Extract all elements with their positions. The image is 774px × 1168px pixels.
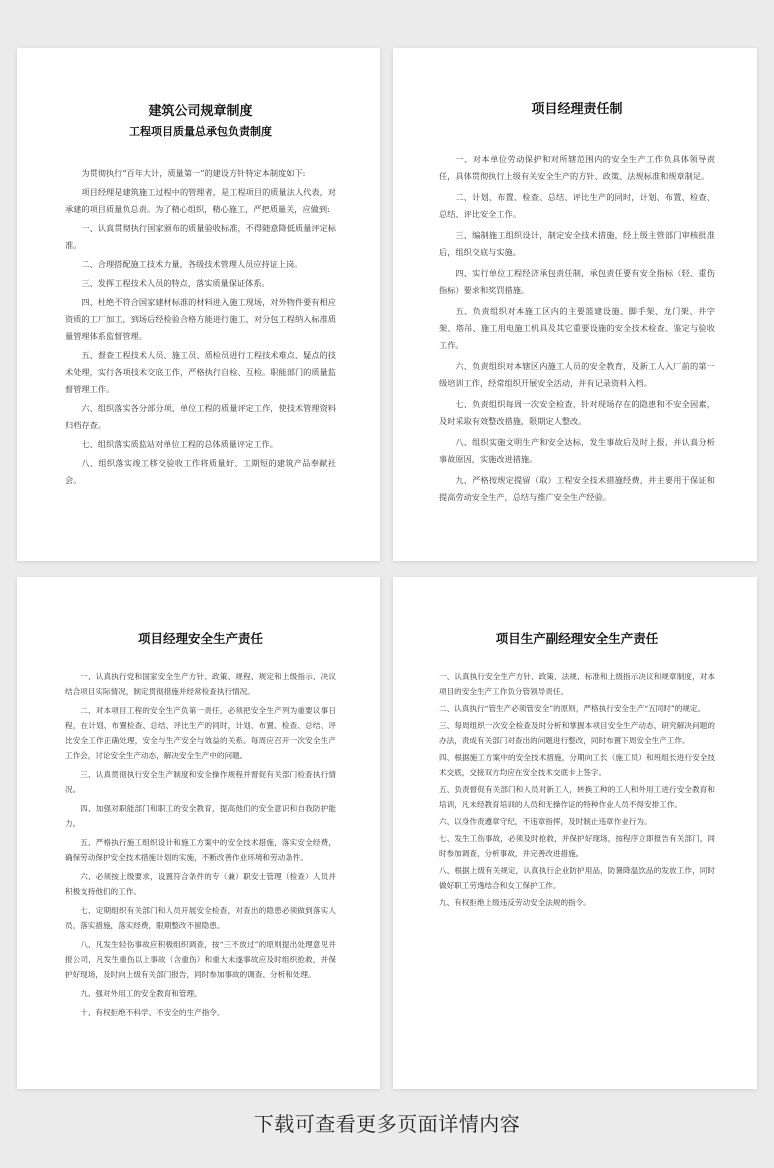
paragraph: 三、编制施工组织设计，制定安全技术措施，经上级主管部门审核批准后，组织交底与实施。 [439, 230, 715, 257]
page-title: 项目经理安全生产责任 [137, 631, 263, 646]
page-title: 项目经理责任制 [531, 102, 623, 117]
paragraph: 五、负责组织对本施工区内的主要篮建设施、脚手架、龙门架、井字架、塔吊、施工用电施工机具及其它重要设施的安全技术检查、鉴定与验收工作。 [439, 306, 715, 350]
paragraph: 五、督查工程技术人员、施工员、质检员进行工程技术难点、疑点的技术处理，实行各项技术交底工作，严格执行自检、互检。职能部门的质量监督管理工作。 [65, 350, 336, 394]
paragraph: 七、负责组织每周一次安全检查，针对现场存在的隐患和不安全因素，及时采取有效整改措施，限期定人整改。 [439, 399, 715, 426]
paragraph: 为贯彻执行“百年大计，质量第一”的建设方针特定本制度如下: [81, 168, 306, 178]
paragraph: 二、合理搭配施工技术力量，各级技术管理人员应持证上岗。 [81, 259, 303, 269]
document-page-1 [17, 48, 380, 561]
paragraph: 一、认真执行安全生产方针、政策、法规、标准和上级指示决议和规章制度，对本项目的安全生产工作负分管领导责任。 [439, 672, 715, 696]
paragraph: 四、杜绝不符合国家建材标准的材料进入施工现场，对外物件要有相应资质的工厂加工，到场后经检验合格方能进行施工，对分包工程纳入标准质量管理体系监督管理。 [65, 297, 336, 341]
paragraph: 八、组织落实竣工移交验收工作将质量好、工期短的建筑产品奉献社会。 [65, 458, 336, 485]
paragraph: 八、凡发生轻伤事故应积极组织调查，按“三不放过”的原则提出处理意见并报公司，凡发生重伤以上事故（含重伤）和重大未遂事故应及时组织抢救，并保护好现场，及时向上级有关部门报告，同时参加事故的调查、分析和处理。 [65, 940, 336, 979]
paragraph: 四、根据施工方案中的安全技术措施，分期向工长（施工员）和班组长进行安全技术交底，交接双方均应在安全技术交底卡上签字。 [439, 753, 715, 777]
paragraph: 四、加强对职能部门和职工的安全教育，提高他们的安全意识和自我防护能力。 [65, 804, 336, 828]
paragraph: 五、严格执行施工组织设计和施工方案中的安全技术措施，落实安全经费，确保劳动保护安全技术措施计划的实施，不断改善作业环境和劳动条件。 [65, 838, 336, 862]
paragraph: 六、组织落实各分部分项、单位工程的质量评定工作，使技术管理资料归档存查。 [65, 403, 336, 430]
paragraph: 十、有权拒绝不科学、不安全的生产指令。 [80, 1008, 225, 1017]
paragraph: 三、每周组织一次安全检查及时分析和掌握本项目安全生产动态，研究解决问题的办法，责成有关部门对查出的问题进行整改，同时布置下周安全生产工作。 [439, 721, 715, 745]
paragraph: 二、计划、布置、检查、总结、评比生产的同时，计划、布置、检查、总结、评比安全工作。 [439, 192, 715, 219]
paragraph: 二、认真执行“管生产必须管安全”的原则，严格执行安全生产“五同时”的规定。 [439, 704, 706, 713]
paragraph: 三、认真贯彻执行安全生产制度和安全操作规程并督促有关部门检查执行情况。 [65, 770, 336, 794]
document-page-2 [393, 48, 757, 561]
paragraph: 一、认真执行党和国家安全生产方针、政策、规程、规定和上级指示、决议结合项目实际情况，制定贯彻措施并经常检查执行情况。 [65, 672, 336, 696]
page-subtitle: 工程项目质量总承包负责制度 [129, 125, 272, 138]
paragraph: 七、定期组织有关部门和人员开展安全检查，对查出的隐患必须做到落实人员，落实措施，落实经费，限期整改不留隐患。 [65, 906, 336, 930]
download-more-pages-link[interactable]: 下载可查看更多页面详情内容 [253, 1112, 521, 1136]
paragraph: 六、负责组织对本辖区内施工人员的安全教育，及新工人入厂前的第一级培训工作，经常组织开展安全活动，并有记录资料入档。 [439, 361, 715, 388]
page-title: 项目生产副经理安全生产责任 [495, 631, 659, 646]
document-page-3 [17, 577, 380, 1089]
paragraph: 四、实行单位工程经济承包责任制，承包责任要有安全指标（轻、重伤指标）要求和奖罚措施。 [439, 268, 715, 295]
paragraph: 九、严格按规定提留（取）工程安全技术措施经费，并主要用于保证和提高劳动安全生产，总结与推广安全生产经验。 [439, 475, 715, 502]
page-title: 建筑公司规章制度 [148, 104, 253, 119]
paragraph: 八、组织实施文明生产和安全达标，发生事故后及时上报，并认真分析事故原因，实施改进措施。 [439, 437, 715, 464]
paragraph: 六、必须按上级要求，设置符合条件的专（兼）职安士管理（检查）人员并积极支持他们的工作。 [65, 872, 336, 896]
paragraph: 一、认真贯彻执行国家颁布的质量验收标准，不得随意降低质量评定标准。 [65, 223, 336, 250]
paragraph: 项目经理是建筑施工过程中的管理者，是工程项目的质量法人代表，对承建的项目质量负总责。为了精心组织，精心施工，严把质量关，应做到: [65, 187, 336, 214]
document-page-4 [393, 577, 757, 1089]
paragraph: 二、对本项目工程的安全生产负第一责任，必须把安全生产列为重要议事日程，在计划、布置检查、总结、评比生产的同时，计划、布置、检查、总结、评比安全工作正确处理，安全与生产安全与效益的关系。每周应召开一次安全生产工作会，讨论安全生产动态，解决安全生产中的问题。 [65, 706, 336, 760]
paragraph: 七、发生工伤事故，必须及时抢救，并保护好现场，按程序立即报告有关部门，同时参加调查，分析事故，并完善改进措施。 [439, 834, 715, 858]
paragraph: 六、以身作责遵章守纪，不违章指挥，及时制止违章作业行为。 [439, 817, 652, 826]
paragraph: 九、强对外用工的安全教育和管理。 [80, 989, 202, 998]
paragraph: 七、组织落实质监站对单位工程的总体质量评定工作。 [81, 439, 278, 449]
paragraph: 一、对本单位劳动保护和对所辖范围内的安全生产工作负具体领导责任，具体贯彻执行上级有关安全生产的方针、政策、法规标准和规章制足。 [439, 154, 715, 181]
paragraph: 八、根据上级有关规定，认真执行企业防护用品，防暑降温饮品的发放工作，同时做好职工劳逸结合和女工保护工作。 [439, 866, 715, 890]
paragraph: 五、负责督促有关部门和人员对新工人，转换工种的工人和外用工进行安全教育和培训，凡未经教育培训的人员和无操作证的特种作业人员不得安排工作。 [439, 785, 715, 809]
paragraph: 九、有权拒绝上级违反劳动安全法规的指令。 [439, 898, 591, 907]
paragraph: 三、发挥工程技术人员的特点，落实质量保证体系。 [81, 278, 270, 288]
